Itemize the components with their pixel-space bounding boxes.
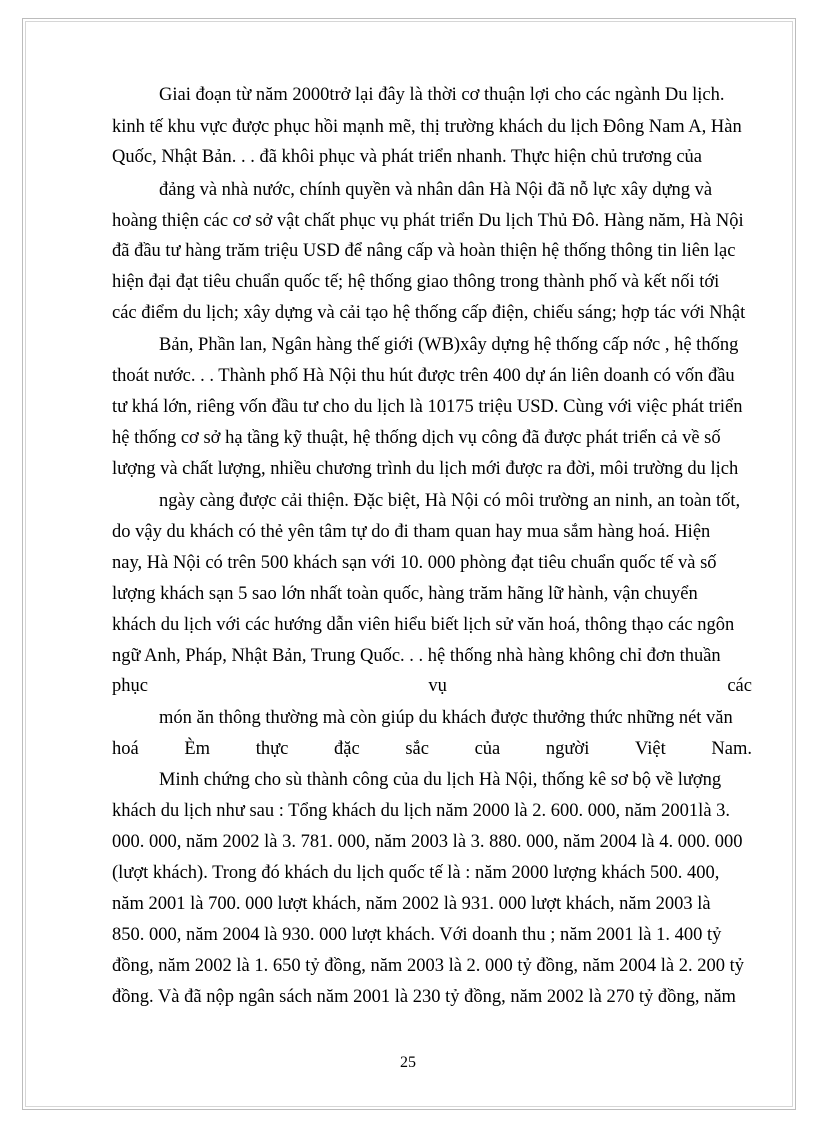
text-line-18: khách du lịch với các hướng dẫn viên hiểu biết lịch sử văn hoá, thông thạo các ngôn <box>112 615 735 635</box>
text-line-13: lượng và chất lượng, nhiều chương trình du lịch mới được ra đời, môi trường du lịch <box>112 459 739 479</box>
page-number: 25 <box>400 1054 416 1071</box>
justified-word: các <box>727 676 752 696</box>
text-line-24: khách du lịch như sau : Tổng khách du lịch năm 2000 là 2. 600. 000, năm 2001là 3. <box>112 801 731 821</box>
justified-word: người <box>545 739 590 759</box>
text-line-21: món ăn thông thường mà còn giúp du khách được thưởng thức những nét văn <box>159 708 733 728</box>
text-line-26: (lượt khách). Trong đó khách du lịch quốc tế là : năm 2000 lượng khách 500. 400, <box>112 863 720 883</box>
text-line-16: nay, Hà Nội có trên 500 khách sạn với 10. 000 phòng đạt tiêu chuẩn quốc tế và số <box>112 553 717 573</box>
justified-word: đặc <box>333 739 360 759</box>
text-line-7: hiện đại đạt tiêu chuẩn quốc tế; hệ thống giao thông trong thành phố và kết nối tới <box>112 272 720 292</box>
text-line-5: hoàng thiện các cơ sở vật chất phục vụ phát triển Du lịch Thủ Đô. Hàng năm, Hà Nội <box>112 211 744 231</box>
text-line-10: thoát nước. . . Thành phố Hà Nội thu hút được trên 400 dự án liên doanh có vốn đầu <box>112 366 735 386</box>
justified-word: vụ <box>428 676 447 696</box>
justified-word: Việt <box>635 739 666 759</box>
justified-word: của <box>474 739 501 759</box>
justified-word: sắc <box>405 739 429 759</box>
text-line-19: ngữ Anh, Pháp, Nhật Bản, Trung Quốc. . . hệ thống nhà hàng không chỉ đơn thuần <box>112 646 721 666</box>
text-line-20-justified <box>112 674 752 698</box>
justified-word: Èm <box>184 739 211 759</box>
justified-word: thực <box>255 739 289 759</box>
text-line-15: do vậy du khách có thẻ yên tâm tự do đi tham quan hay mua sắm hàng hoá. Hiện <box>112 522 711 542</box>
text-line-14: ngày càng được cải thiện. Đặc biệt, Hà Nội có môi trường an ninh, an toàn tốt, <box>159 491 741 511</box>
text-line-4: đảng và nhà nước, chính quyền và nhân dân Hà Nội đã nỗ lực xây dựng và <box>159 180 713 200</box>
justified-word: phục <box>112 676 148 696</box>
text-line-28: 850. 000, năm 2004 là 930. 000 lượt khách. Với doanh thu ; năm 2001 là 1. 400 tỷ <box>112 925 722 945</box>
text-line-12: hệ thống cơ sở hạ tầng kỹ thuật, hệ thống dịch vụ công đã được phát triển cả về số <box>112 428 721 448</box>
text-line-25: 000. 000, năm 2002 là 3. 781. 000, năm 2003 là 3. 880. 000, năm 2004 là 4. 000. 000 <box>112 832 743 852</box>
text-line-30: đồng. Và đã nộp ngân sách năm 2001 là 230 tỷ đồng, năm 2002 là 270 tỷ đồng, năm <box>112 987 736 1007</box>
text-line-6: đã đầu tư hàng trăm triệu USD để nâng cấp và hoàn thiện hệ thống thông tin liên lạc <box>112 241 736 261</box>
justified-word: Nam. <box>711 739 752 759</box>
text-line-9: Bản, Phần lan, Ngân hàng thế giới (WB)xây dựng hệ thống cấp nớc , hệ thống <box>159 335 739 355</box>
text-line-17: lượng khách sạn 5 sao lớn nhất toàn quốc, hàng trăm hãng lữ hành, vận chuyển <box>112 584 698 604</box>
text-line-1: Giai đoạn từ năm 2000trở lại đây là thời cơ thuận lợi cho các ngành Du lịch. <box>159 85 725 105</box>
text-line-3: Quốc, Nhật Bản. . . đã khôi phục và phát triển nhanh. Thực hiện chủ trương của <box>112 147 702 167</box>
text-line-27: năm 2001 là 700. 000 lượt khách, năm 2002 là 931. 000 lượt khách, năm 2003 là <box>112 894 711 914</box>
justified-word: hoá <box>112 739 139 759</box>
text-line-11: tư khá lớn, riêng vốn đầu tư cho du lịch là 10175 triệu USD. Cùng với việc phát triển <box>112 397 743 417</box>
text-line-29: đồng, năm 2002 là 1. 650 tỷ đồng, năm 2003 là 2. 000 tỷ đồng, năm 2004 là 2. 200 tỷ <box>112 956 745 976</box>
text-line-2: kinh tế khu vực được phục hồi mạnh mẽ, thị trường khách du lịch Đông Nam A, Hàn <box>112 117 742 137</box>
text-line-23: Minh chứng cho sù thành công của du lịch Hà Nội, thống kê sơ bộ về lượng <box>159 770 722 790</box>
text-line-22-justified <box>112 737 752 761</box>
text-line-8: các điểm du lịch; xây dựng và cải tạo hệ thống cấp điện, chiếu sáng; hợp tác với Nhật <box>112 303 746 323</box>
